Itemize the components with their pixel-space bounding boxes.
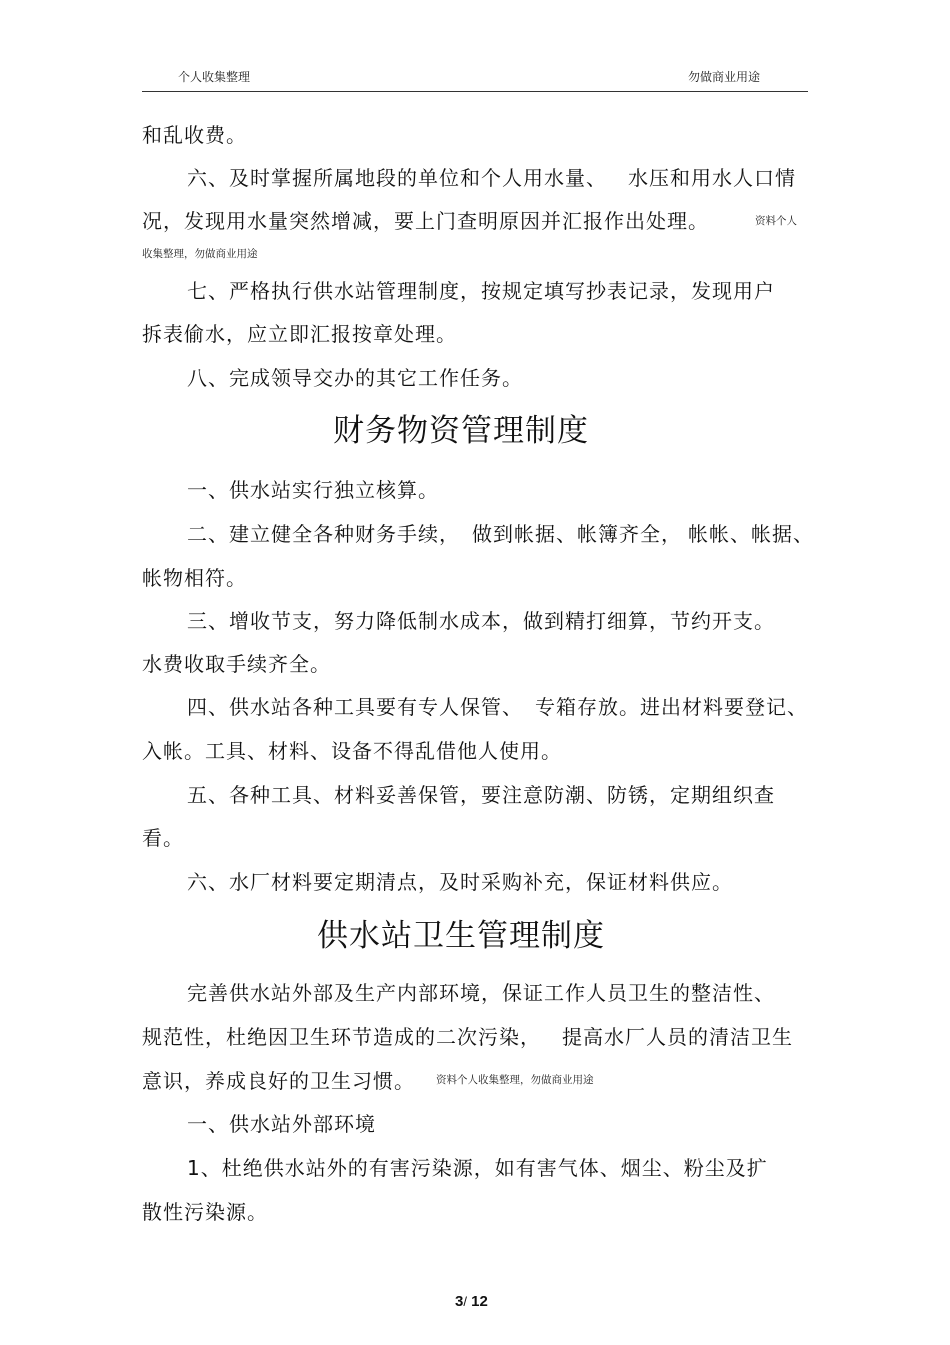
text-line: 做到帐据、帐簿齐全， bbox=[472, 522, 682, 546]
text-line: 四、供水站各种工具要有专人保管、 bbox=[187, 695, 523, 719]
text-line: 二、建立健全各种财务手续， bbox=[187, 522, 460, 546]
text-line: 水压和用水人口情 bbox=[628, 166, 796, 190]
watermark-note: 资料个人收集整理，勿做商业用途 bbox=[436, 1074, 594, 1086]
text-line: 提高水厂人员的清洁卫生 bbox=[562, 1025, 793, 1049]
text-line: 规范性，杜绝因卫生环节造成的二次污染， bbox=[142, 1025, 541, 1049]
page-separator: / bbox=[463, 1294, 467, 1309]
text-line: 和乱收费。 bbox=[142, 123, 247, 147]
text-line: 五、各种工具、材料妥善保管，要注意防潮、防锈，定期组织查 bbox=[187, 783, 775, 807]
text-line: 一、供水站实行独立核算。 bbox=[187, 478, 439, 502]
section-title: 财务物资管理制度 bbox=[333, 413, 589, 449]
text-line: 水费收取手续齐全。 bbox=[142, 652, 331, 676]
total-pages: 12 bbox=[471, 1293, 488, 1310]
header-divider bbox=[142, 91, 808, 92]
section-title: 供水站卫生管理制度 bbox=[317, 918, 605, 954]
text-line: 况，发现用水量突然增减，要上门查明原因并汇报作出处理。 bbox=[142, 209, 709, 233]
text-line: 完善供水站外部及生产内部环境，保证工作人员卫生的整洁性、 bbox=[187, 981, 775, 1005]
text-line: 入帐。工具、材料、设备不得乱借他人使用。 bbox=[142, 739, 562, 763]
text-line: 帐物相符。 bbox=[142, 566, 247, 590]
text-line: 六、水厂材料要定期清点，及时采购补充，保证材料供应。 bbox=[187, 870, 733, 894]
text-line: 意识，养成良好的卫生习惯。 bbox=[142, 1069, 415, 1093]
text-line: 八、完成领导交办的其它工作任务。 bbox=[187, 366, 523, 390]
header-right: 勿做商业用途 bbox=[688, 70, 761, 84]
watermark-note: 资料个人 bbox=[755, 215, 797, 227]
header-left: 个人收集整理 bbox=[178, 70, 251, 84]
watermark-note: 收集整理，勿做商业用途 bbox=[142, 248, 258, 260]
text-line: 六、及时掌握所属地段的单位和个人用水量、 bbox=[187, 166, 607, 190]
text-line: 拆表偷水，应立即汇报按章处理。 bbox=[142, 322, 457, 346]
text-line: 三、增收节支，努力降低制水成本，做到精打细算，节约开支。 bbox=[187, 609, 775, 633]
text-line: 1、杜绝供水站外的有害污染源，如有害气体、烟尘、粉尘及扩 bbox=[187, 1156, 768, 1180]
current-page: 3 bbox=[455, 1293, 464, 1310]
text-line: 七、严格执行供水站管理制度，按规定填写抄表记录，发现用户 bbox=[187, 279, 775, 303]
text-line: 看。 bbox=[142, 826, 184, 850]
text-line: 帐帐、帐据、 bbox=[688, 522, 814, 546]
text-line: 一、供水站外部环境 bbox=[187, 1112, 376, 1136]
text-line: 专箱存放。进出材料要登记、 bbox=[535, 695, 808, 719]
page-number bbox=[455, 1293, 488, 1310]
text-line: 散性污染源。 bbox=[142, 1200, 268, 1224]
